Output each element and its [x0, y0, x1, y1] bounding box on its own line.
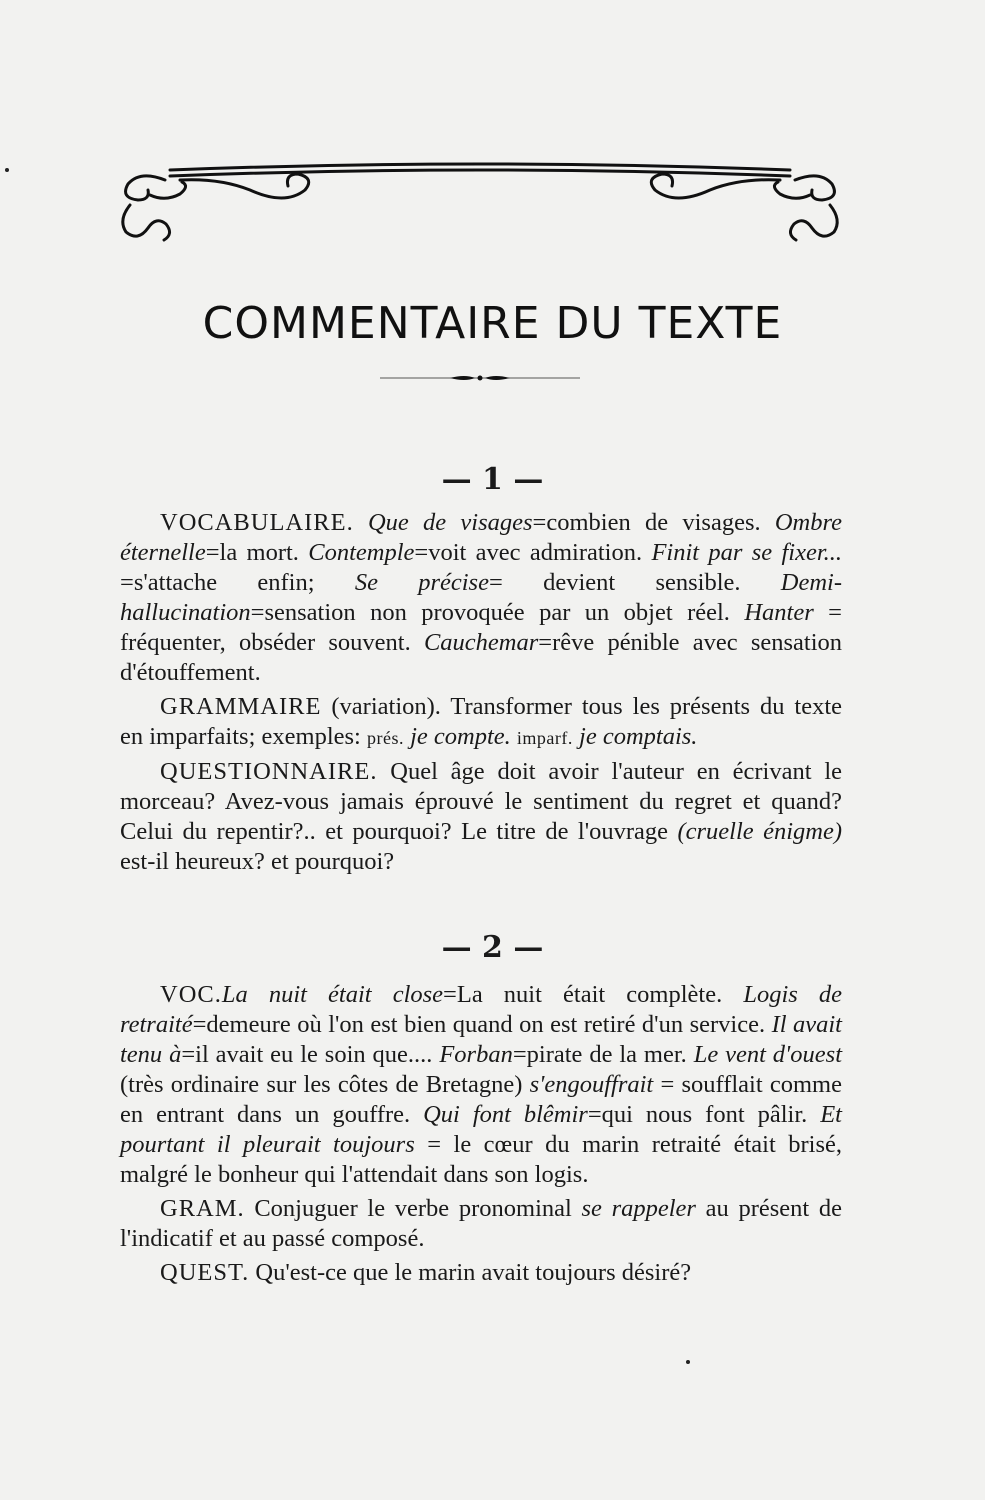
questionnaire-label: QUEST.	[160, 1259, 250, 1286]
definition: =la mort.	[205, 539, 299, 566]
imperfect-example: je comptais.	[579, 723, 698, 750]
vocabulary-paragraph	[120, 508, 842, 688]
definition: =il avait eu le soin que....	[181, 1041, 433, 1068]
vocabulary-paragraph	[120, 980, 842, 1190]
definition: = le cœur du marin retraité était brisé, malgré le bonheur qui l'attendait dans son logis.	[120, 1131, 842, 1188]
definition: (très ordinaire sur les côtes de Bretagne)	[120, 1071, 530, 1098]
term: Se précise	[354, 569, 489, 596]
present-example: je compte.	[410, 723, 511, 750]
vocabulary-label: VOCABULAIRE.	[160, 509, 354, 536]
term: Il avait tenu à	[120, 1011, 842, 1068]
page-title: COMMENTAIRE DU TEXTE	[202, 298, 783, 349]
term: Finit par se fixer...	[651, 539, 843, 566]
term: Forban	[439, 1041, 513, 1068]
vocabulary-label: VOC.	[160, 981, 222, 1008]
term: Ombre éternelle	[120, 509, 842, 566]
term: La nuit était close	[221, 981, 444, 1008]
book-title: (cruelle énigme)	[677, 818, 843, 845]
grammar-text: (variation). Transformer tous les présents du texte en imparfaits; exemples:	[120, 693, 842, 750]
questionnaire-label: QUESTIONNAIRE.	[160, 758, 378, 785]
section-number-1: — 1 —	[441, 462, 544, 497]
questionnaire-text: Qu'est-ce que le marin avait toujours désiré?	[249, 1259, 692, 1286]
definition: = fréquenter, obséder souvent.	[120, 599, 842, 656]
term: Contemple	[308, 539, 415, 566]
questionnaire-text: est-il heureux? et pourquoi?	[120, 848, 395, 875]
term: Qui font blêmir	[423, 1101, 588, 1128]
definition: =sensation non provoquée par un objet réel.	[250, 599, 730, 626]
definition: =rêve pénible avec sensation d'étouffement.	[120, 629, 843, 686]
definition: =qui nous font pâlir.	[587, 1101, 808, 1128]
definition: =combien de visages.	[532, 509, 761, 536]
definition: =La nuit était complète.	[443, 981, 723, 1008]
term: Logis de retraité	[120, 981, 843, 1038]
speck-mark	[686, 1360, 690, 1364]
verb: se rappeler	[581, 1195, 696, 1222]
term: Demi-hallucination	[120, 569, 843, 626]
term: Le vent d'ouest	[693, 1041, 843, 1068]
grammar-text: Conjuguer le verbe pronominal	[244, 1195, 582, 1222]
questionnaire-paragraph	[120, 757, 842, 877]
term: Cauchemar	[423, 629, 539, 656]
term: Hanter	[744, 599, 814, 626]
term: Et pourtant il pleurait toujours	[120, 1101, 842, 1158]
section-number-2: — 2 —	[441, 930, 544, 965]
questionnaire-paragraph	[120, 1258, 842, 1288]
definition: =s'attache enfin;	[120, 569, 315, 596]
section-1-text	[120, 508, 842, 881]
term: s'engouffrait	[529, 1071, 654, 1098]
definition: =pirate de la mer.	[512, 1041, 687, 1068]
speck-mark	[5, 168, 9, 172]
term: Que de visages	[367, 509, 533, 536]
present-label: prés.	[366, 728, 404, 748]
definition: = soufflait comme en entrant dans un gouffre.	[120, 1071, 842, 1128]
title-divider-icon	[380, 368, 580, 388]
grammar-paragraph	[120, 1194, 842, 1254]
definition: = devient sensible.	[488, 569, 741, 596]
section-2-text	[120, 980, 842, 1292]
grammar-label: GRAMMAIRE	[160, 693, 322, 720]
grammar-label: GRAM.	[160, 1195, 245, 1222]
definition: =voit avec admiration.	[414, 539, 643, 566]
definition: =demeure où l'on est bien quand on est retiré d'un service.	[192, 1011, 766, 1038]
grammar-paragraph	[120, 692, 842, 753]
grammar-text: au présent de l'indicatif et au passé composé.	[120, 1195, 842, 1252]
questionnaire-text: Quel âge doit avoir l'auteur en écrivant le morceau? Avez-vous jamais éprouvé le sentiment du regret et quand? Celui du repentir?.. et pourquoi? Le titre de l'ouvrage	[120, 758, 842, 845]
header-ornament-icon	[110, 150, 850, 245]
imperfect-label: imparf.	[516, 728, 573, 748]
